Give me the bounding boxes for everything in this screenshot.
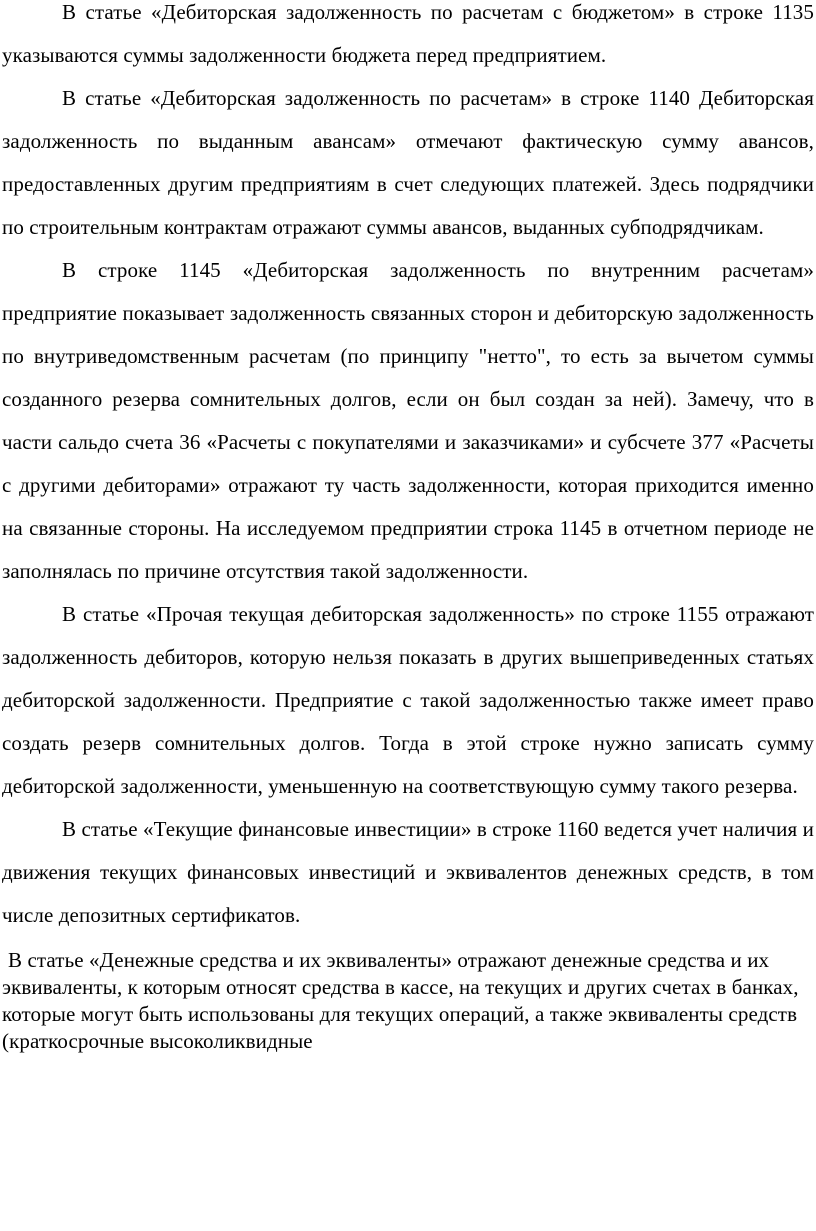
paragraph-budget-receivables: В статье «Дебиторская задолженность по расчетам с бюджетом» в строке 1135 указываются суммы задолженности бюджета перед предприятием. (2, 0, 814, 67)
paragraph-other-receivables: В статье «Прочая текущая дебиторская задолженность» по строке 1155 отражают задолженность дебиторов, которую нельзя показать в других вышеприведенных статьях дебиторской задолженности. Предприятие с такой задолженностью также имеет право создать резерв сомнительных долгов. Тогда в этой строке нужно записать сумму дебиторской задолженности, уменьшенную на соответствующую сумму такого резерва. (2, 602, 814, 798)
paragraph-internal-settlements: В строке 1145 «Дебиторская задолженность по внутренним расчетам» предприятие показывает задолженность связанных сторон и дебиторскую задолженность по внутриведомственным расчетам (по принципу "нетто", то есть за вычетом суммы созданного резерва сомнительных долгов, если он был создан за ней). Замечу, что в части сальдо счета 36 «Расчеты с покупателями и заказчиками» и субсчете 377 «Расчеты с другими дебиторами» отражают ту часть задолженности, которая приходится именно на связанные стороны. На исследуемом предприятии строка 1145 в отчетном периоде не заполнялась по причине отсутствия такой задолженности. (2, 258, 814, 583)
paragraph-advances-receivables: В статье «Дебиторская задолженность по расчетам» в строке 1140 Дебиторская задолженность по выданным авансам» отмечают фактическую сумму авансов, предоставленных другим предприятиям в счет следующих платежей. Здесь подрядчики по строительным контрактам отражают суммы авансов, выданных субподрядчикам. (2, 86, 814, 239)
paragraph-financial-investments: В статье «Текущие финансовые инвестиции» в строке 1160 ведется учет наличия и движения текущих финансовых инвестиций и эквивалентов денежных средств, в том числе депозитных сертификатов. (2, 817, 814, 927)
paragraph-cash-equivalents: В статье «Денежные средства и их эквиваленты» отражают денежные средства и их эквиваленты, к которым относят средства в кассе, на текущих и других счетах в банках, которые могут быть использованы для текущих операций, а также эквиваленты средств (краткосрочные высоколиквидные (2, 948, 799, 1053)
